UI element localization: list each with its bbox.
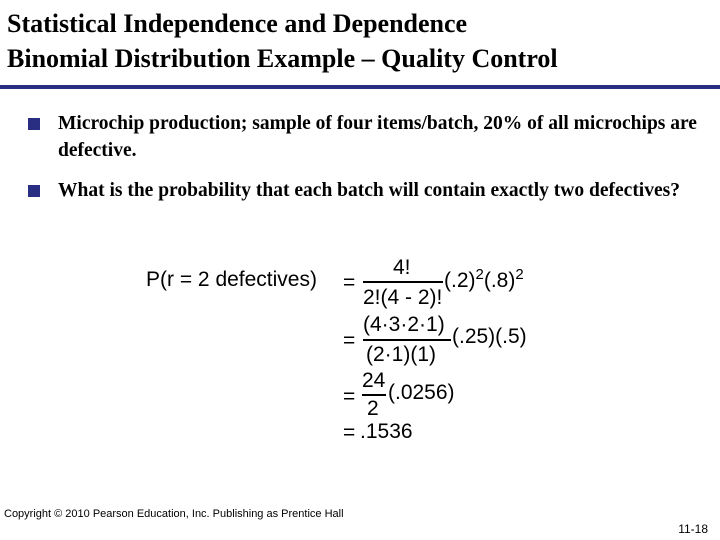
bullet-item — [28, 177, 698, 204]
slide-title — [7, 6, 717, 76]
title-divider — [0, 85, 720, 89]
fraction-numerator: (4·3·2·1) — [363, 313, 445, 336]
fraction-numerator: 24 — [362, 369, 386, 392]
equals-sign: = — [343, 421, 356, 444]
equation-term: (.0256) — [388, 381, 455, 404]
bullet-item — [28, 110, 698, 164]
title-line-2: Binomial Distribution Example – Quality Control — [7, 44, 558, 73]
bullet-text: Microchip production; sample of four items/batch, 20% of all microchips are defective. — [58, 113, 697, 161]
fraction-bar — [363, 339, 451, 341]
term-a: (.2) — [444, 269, 476, 292]
equals-sign: = — [343, 271, 356, 294]
exponent: 2 — [515, 266, 524, 283]
square-bullet-icon — [28, 118, 40, 130]
fraction-denominator: 2!(4 - 2)! — [363, 286, 443, 309]
term-b: (.8) — [483, 269, 516, 292]
fraction-numerator: 4! — [393, 256, 411, 279]
copyright-notice: Copyright © 2010 Pearson Education, Inc. Publishing as Prentice Hall — [4, 508, 344, 520]
bullet-text: What is the probability that each batch will contain exactly two defectives? — [58, 180, 680, 201]
fraction-denominator: (2·1)(1) — [366, 343, 437, 366]
fraction-bar — [362, 394, 386, 396]
equals-sign: = — [343, 329, 356, 352]
equation-result: .1536 — [360, 420, 413, 443]
fraction-bar — [363, 281, 443, 283]
equation-lhs: P(r = 2 defectives) — [146, 268, 317, 291]
equals-sign: = — [343, 385, 356, 408]
equation-term — [444, 266, 524, 292]
equation-term: (.25)(.5) — [452, 325, 527, 348]
exponent: 2 — [475, 266, 484, 283]
square-bullet-icon — [28, 185, 40, 197]
page-number: 11-18 — [678, 522, 708, 536]
fraction-denominator: 2 — [367, 397, 379, 420]
title-line-1: Statistical Independence and Dependence — [7, 9, 468, 38]
